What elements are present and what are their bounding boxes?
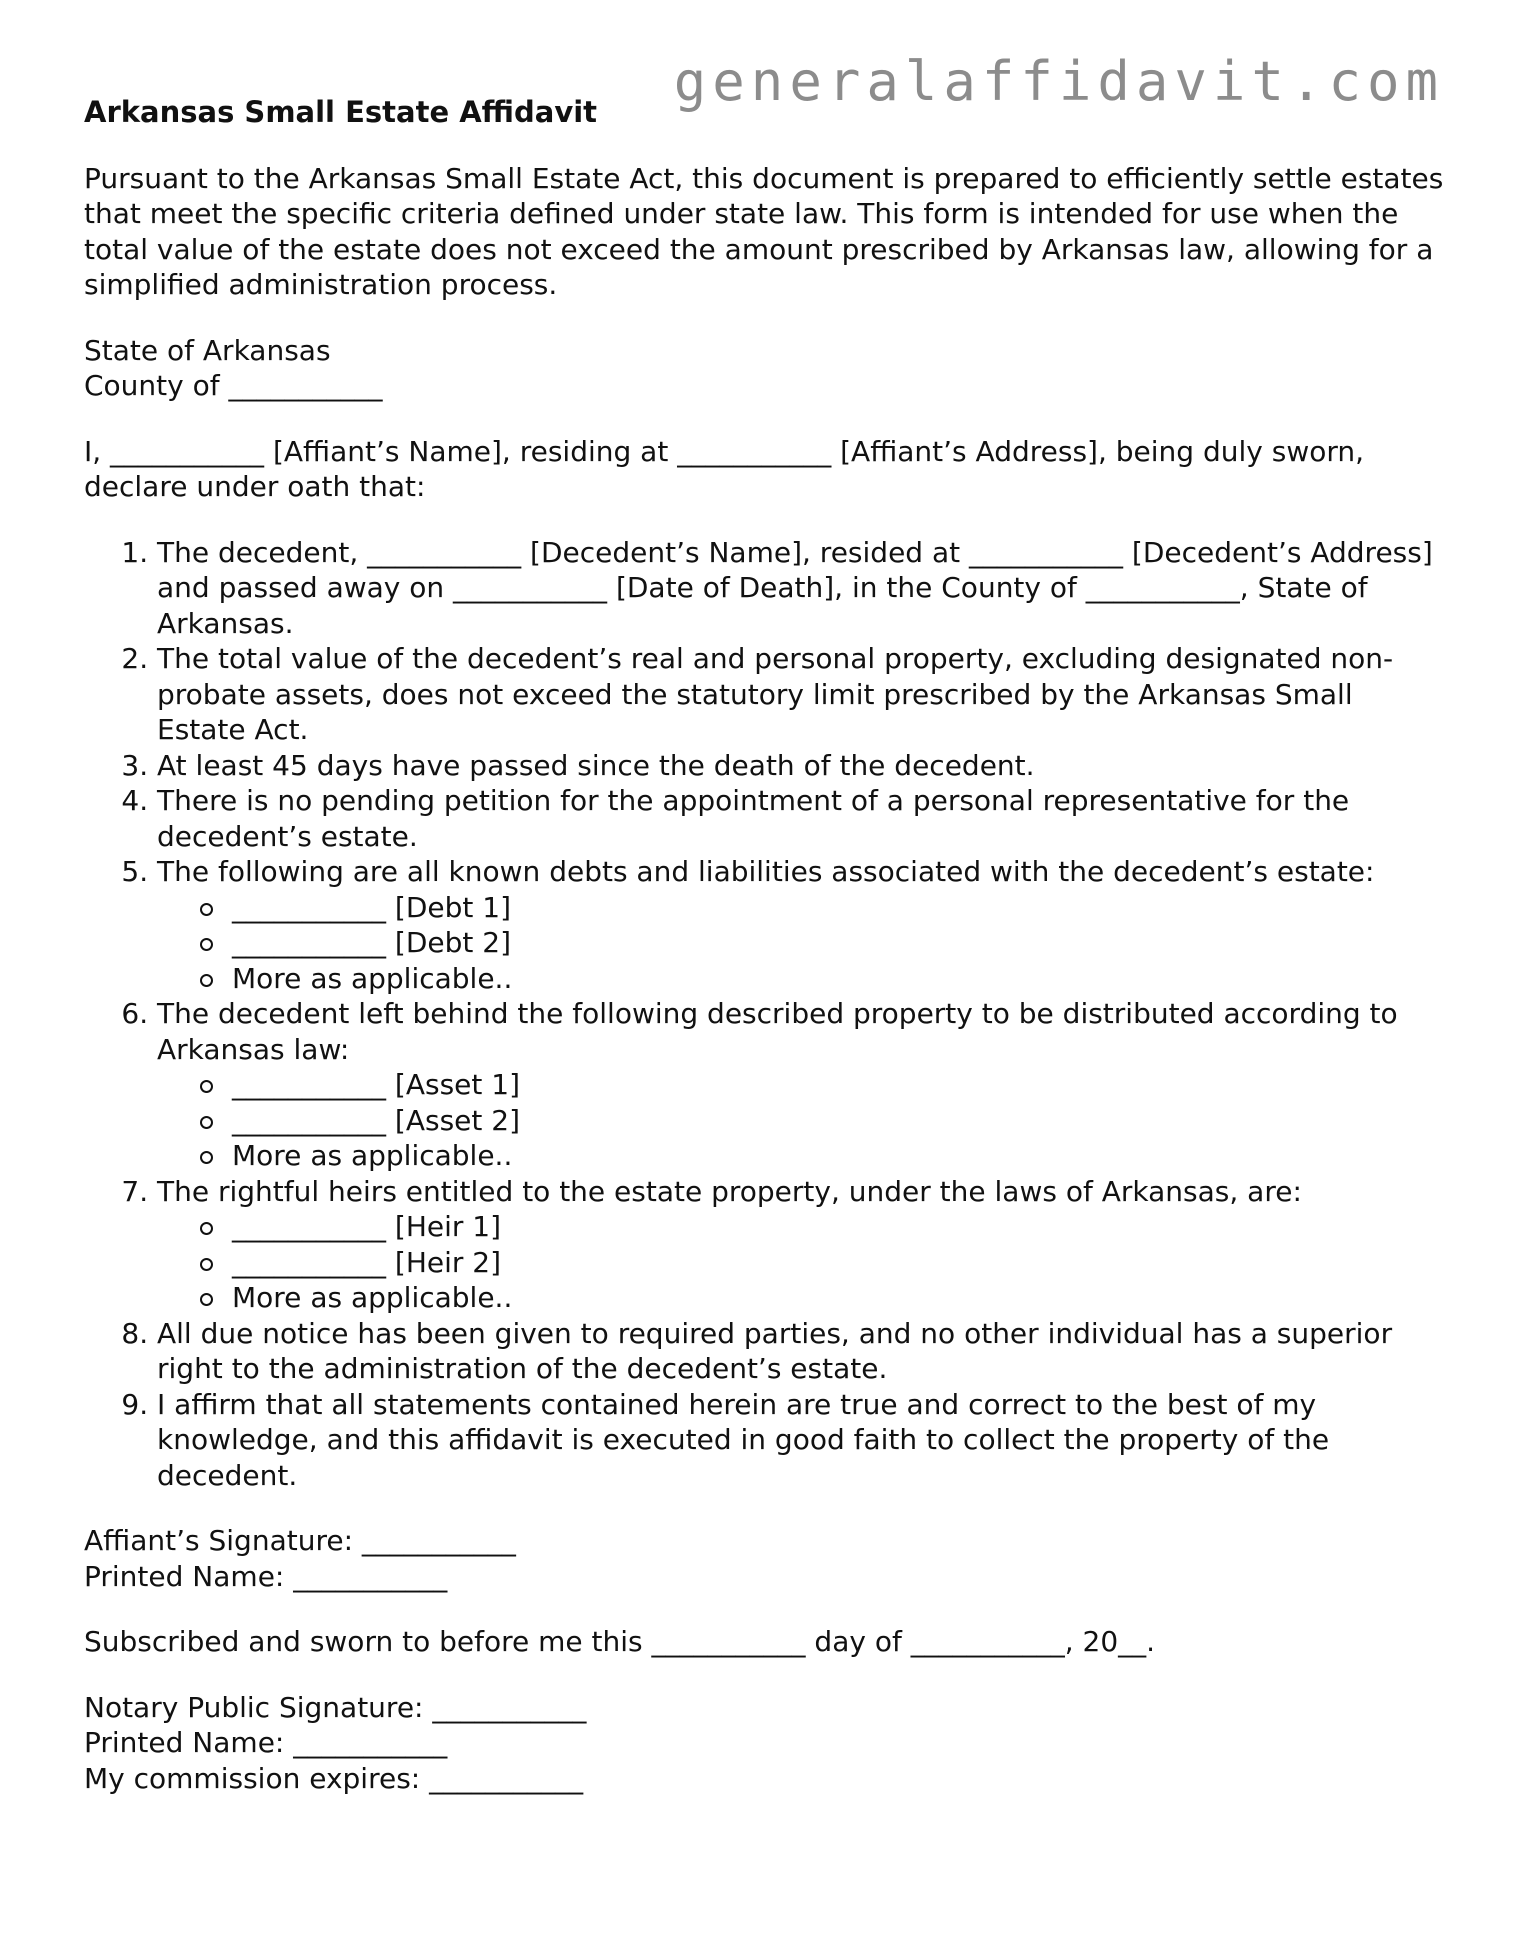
list-item-2: 2. The total value of the decedent’s real and personal property, excluding designated non-probate assets, does not exceed the statutory limit prescribed by the Arkansas Small Estate Act. [157,641,1444,748]
notary-printed-name-line: Printed Name: ___________ [84,1726,448,1759]
venue-county: County of ___________ [84,369,383,402]
venue-block [84,333,1444,404]
venue-state: State of Arkansas [84,333,331,367]
asset-item: More as applicable.. [232,1138,1444,1174]
declaration-list [84,535,1444,1494]
heir-item: More as applicable.. [232,1280,1444,1316]
affiant-signature-block [84,1523,1444,1594]
heir-item: ___________ [Heir 2] [232,1245,1444,1281]
watermark: generalaffidavit.com [673,50,1444,113]
debts-list [157,890,1444,997]
debt-item: ___________ [Debt 2] [232,925,1444,961]
subscribed-sworn-line: Subscribed and sworn to before me this ___________ day of ___________, 20__. [84,1625,1156,1658]
list-item-1: 1. The decedent, ___________ [Decedent’s Name], resided at ___________ [Decedent’s Address] and passed away on ___________ [Date of Death], in the County of ___________, State of Arkansas. [157,535,1444,642]
notary-signature-line: Notary Public Signature: ___________ [84,1690,587,1724]
declaration-paragraph: I, ___________ [Affiant’s Name], residing at ___________ [Affiant’s Address], being duly sworn, declare under oath that: [84,434,1365,503]
heirs-list [157,1209,1444,1316]
list-item-5: 5. The following are all known debts and liabilities associated with the decedent’s estate: ___________ [Debt 1] ___________ [Debt 2] More as applicable.. [157,854,1444,996]
list-item-3: 3. At least 45 days have passed since the death of the decedent. [157,748,1444,784]
list-item-4: 4. There is no pending petition for the appointment of a personal representative for the decedent’s estate. [157,783,1444,854]
notary-commission-line: My commission expires: ___________ [84,1761,584,1795]
affidavit-document [84,95,1444,1796]
affiant-printed-name-line: Printed Name: ___________ [84,1559,448,1593]
list-item-8: 8. All due notice has been given to required parties, and no other individual has a superior right to the administration of the decedent’s estate. [157,1316,1444,1387]
document-title: Arkansas Small Estate Affidavit [84,95,598,129]
asset-item: ___________ [Asset 2] [232,1103,1444,1139]
debt-item: ___________ [Debt 1] [232,890,1444,926]
asset-item: ___________ [Asset 1] [232,1067,1444,1103]
list-item-6: 6. The decedent left behind the following described property to be distributed according to Arkansas law: ___________ [Asset 1] ___________ [Asset 2] More as applicable.. [157,996,1444,1174]
assets-list [157,1067,1444,1174]
list-item-9: 9. I affirm that all statements contained herein are true and correct to the best of my knowledge, and this affidavit is executed in good faith to collect the property of the decedent. [157,1387,1444,1494]
list-item-7: 7. The rightful heirs entitled to the estate property, under the laws of Arkansas, are: ___________ [Heir 1] ___________ [Heir 2] More as applicable.. [157,1174,1444,1316]
intro-paragraph: Pursuant to the Arkansas Small Estate Act, this document is prepared to efficiently settle estates that meet the specific criteria defined under state law. This form is intended for use when the total value of the estate does not exceed the amount prescribed by Arkansas law, allowing for a simplified administration process. [84,161,1444,301]
debt-item: More as applicable.. [232,961,1444,997]
heir-item: ___________ [Heir 1] [232,1209,1444,1245]
notary-block [84,1690,1444,1797]
affiant-signature-line: Affiant’s Signature: ___________ [84,1524,516,1557]
